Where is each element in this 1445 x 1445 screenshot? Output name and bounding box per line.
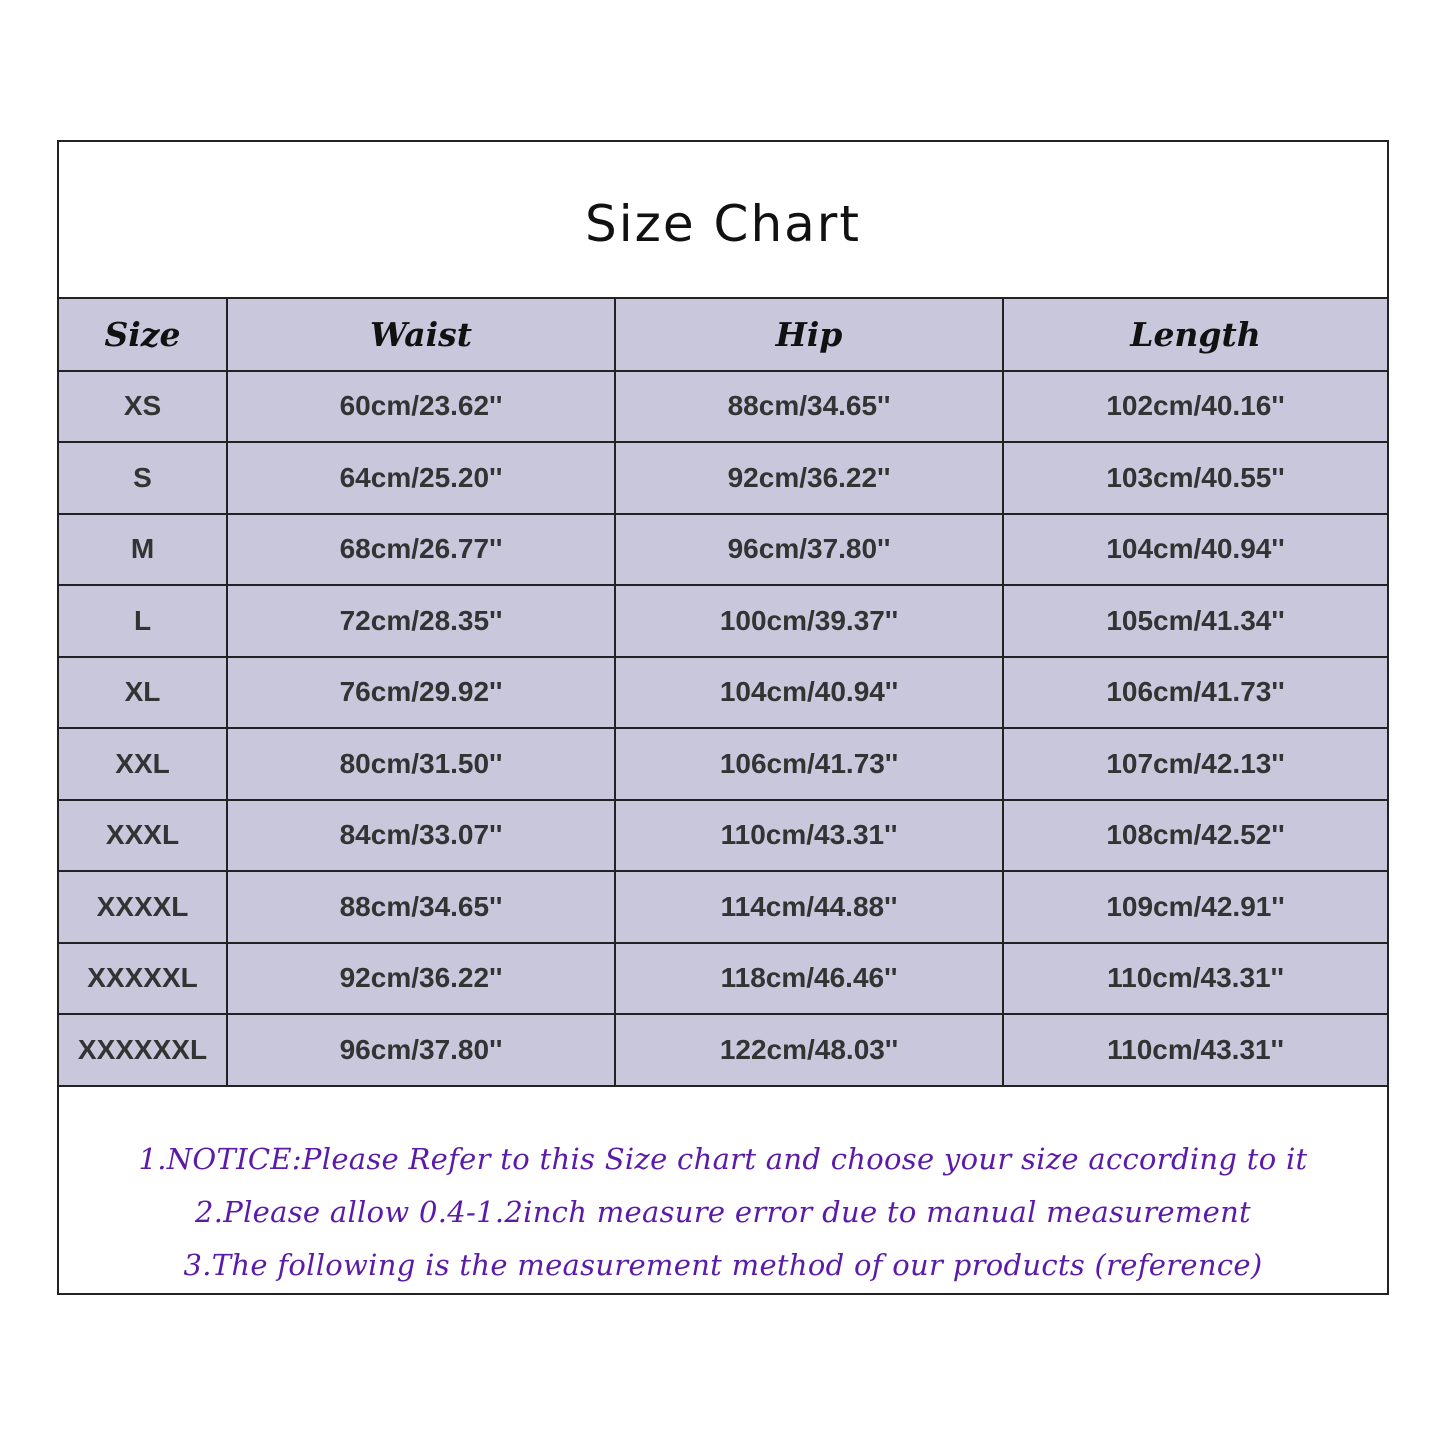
cell-size: XXL [59,728,227,800]
cell-length: 109cm/42.91'' [1003,871,1387,943]
title-area [59,142,1387,299]
header-hip: Hip [615,299,1003,371]
cell-size: XXXXXL [59,943,227,1015]
page-title: Size Chart [585,194,861,253]
cell-waist: 72cm/28.35'' [227,585,615,657]
cell-hip: 88cm/34.65'' [615,371,1003,443]
table-row [59,514,1387,586]
header-length: Length [1003,299,1387,371]
cell-hip: 122cm/48.03'' [615,1014,1003,1086]
table-row [59,800,1387,872]
cell-size: M [59,514,227,586]
cell-hip: 100cm/39.37'' [615,585,1003,657]
cell-waist: 80cm/31.50'' [227,728,615,800]
note-measure-error: 2.Please allow 0.4-1.2inch measure error due to manual measurement [194,1195,1252,1229]
cell-waist: 76cm/29.92'' [227,657,615,729]
cell-length: 108cm/42.52'' [1003,800,1387,872]
cell-hip: 118cm/46.46'' [615,943,1003,1015]
cell-size: XS [59,371,227,443]
cell-length: 105cm/41.34'' [1003,585,1387,657]
cell-waist: 88cm/34.65'' [227,871,615,943]
cell-size: S [59,442,227,514]
cell-size: XXXL [59,800,227,872]
cell-waist: 68cm/26.77'' [227,514,615,586]
table-row [59,442,1387,514]
cell-hip: 114cm/44.88'' [615,871,1003,943]
cell-length: 110cm/43.31'' [1003,943,1387,1015]
cell-length: 102cm/40.16'' [1003,371,1387,443]
cell-hip: 96cm/37.80'' [615,514,1003,586]
cell-size: XXXXL [59,871,227,943]
table-row [59,1014,1387,1086]
table-header-row [59,299,1387,371]
cell-waist: 64cm/25.20'' [227,442,615,514]
size-table [59,299,1387,1087]
cell-length: 110cm/43.31'' [1003,1014,1387,1086]
cell-hip: 110cm/43.31'' [615,800,1003,872]
cell-waist: 92cm/36.22'' [227,943,615,1015]
size-chart [57,140,1389,1295]
cell-hip: 106cm/41.73'' [615,728,1003,800]
notes-section [59,1132,1387,1293]
cell-size: L [59,585,227,657]
table-row [59,871,1387,943]
table-row [59,585,1387,657]
cell-waist: 84cm/33.07'' [227,800,615,872]
cell-length: 107cm/42.13'' [1003,728,1387,800]
cell-length: 103cm/40.55'' [1003,442,1387,514]
cell-waist: 96cm/37.80'' [227,1014,615,1086]
cell-hip: 92cm/36.22'' [615,442,1003,514]
cell-size: XXXXXXL [59,1014,227,1086]
header-waist: Waist [227,299,615,371]
cell-size: XL [59,657,227,729]
header-size: Size [59,299,227,371]
cell-length: 106cm/41.73'' [1003,657,1387,729]
note-notice: 1.NOTICE:Please Refer to this Size chart and choose your size according to it [138,1142,1308,1176]
table-row [59,943,1387,1015]
table-row [59,657,1387,729]
cell-hip: 104cm/40.94'' [615,657,1003,729]
cell-length: 104cm/40.94'' [1003,514,1387,586]
table-row [59,728,1387,800]
table-row [59,371,1387,443]
note-measurement-method: 3.The following is the measurement method of our products (reference) [183,1248,1263,1282]
cell-waist: 60cm/23.62'' [227,371,615,443]
